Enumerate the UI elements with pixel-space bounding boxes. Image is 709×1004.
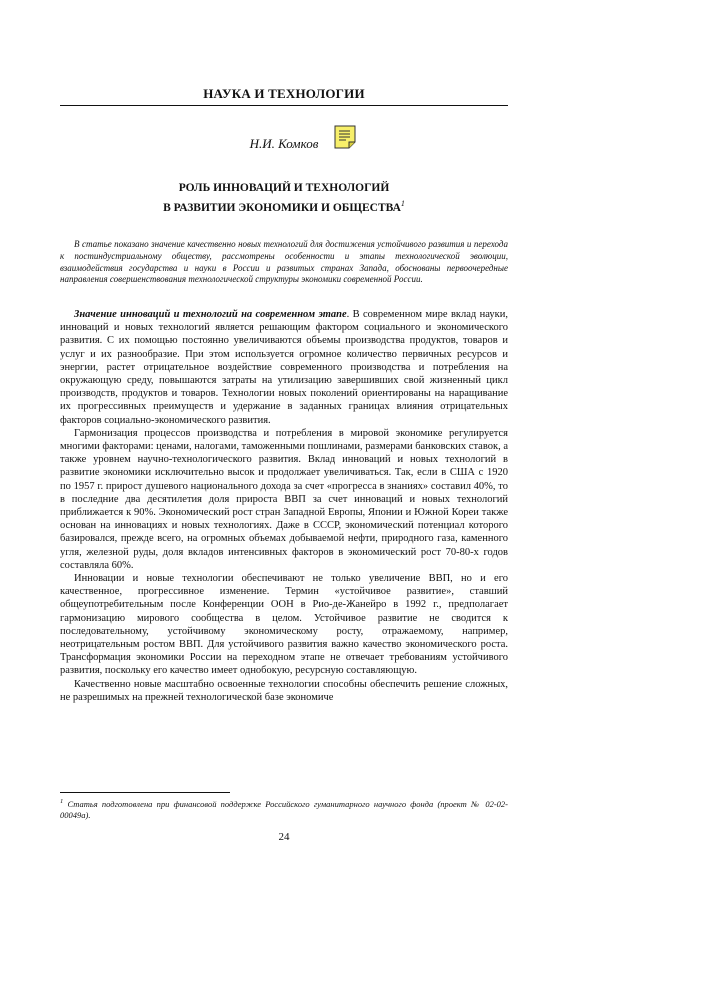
article-title [60, 181, 508, 216]
note-icon[interactable] [334, 125, 356, 149]
paragraph-lead-heading: Значение инноваций и технологий на современном этапе [74, 309, 347, 320]
abstract: В статье показано значение качественно новых технологий для достижения устойчивого развития и перехода к постиндустриальному обществу, рассмотрены особенности и этапы технологической эволюции, взаимодействия государства и науки в России и развитых странах Запада, обоснованы первоочередные направления совершенствования технологической структуры экономики современной России. [60, 239, 508, 285]
body-paragraph-2: Гармонизация процессов производства и потребления в мировой экономике регулируется многими факторами: ценами, налогами, таможенными пошлинами, размерами банковских ставок, а также уровнем научно-технологического развития. Вклад инноваций и новых технологий в развитие экономики исключительно высок и продолжает увеличиваться. Так, если в США с 1920 по 1957 г. прирост душевого национального дохода за счет «прогресса в знаниях» составил 40%, то в последние два десятилетия доля прироста ВВП за счет инноваций и новых технологий приближается к 90%. Экономический рост стран Западной Европы, Японии и Южной Кореи также основан на инновациях и новых технологиях. Даже в СССР, экономический потенциал которого базировался, прежде всего, на огромных объемах добываемой нефти, природного газа, каменного угля, железной руды, доля вкладов интенсивных факторов в экономический рост 70-80-х годов составляла 60%. [60, 427, 508, 571]
section-title: НАУКА И ТЕХНОЛОГИИ [203, 86, 365, 101]
page-number: 24 [278, 831, 290, 843]
article-title-line-1: РОЛЬ ИННОВАЦИЙ И ТЕХНОЛОГИЙ [178, 182, 390, 194]
title-footnote-mark[interactable]: 1 [400, 199, 405, 208]
body-paragraph-3: Инновации и новые технологии обеспечивают не только увеличение ВВП, но и его качественное, прогрессивное изменение. Термин «устойчивое развитие», ставший общеупотребительным после Конференции ООН в Рио-де-Жанейро в 1992 г., предполагает гармонизацию мирового сообщества в целом. Устойчивое развитие не сводится к последовательному, устойчивому экономическому росту, отражаемому, например, неотрицательным ростом ВВП. Для устойчивого развития важно качество экономического роста. Трансформация экономики России на переходном этапе не отвечает требованиям устойчивого развития, поскольку его качество имеет однобокую, ресурсную составляющую. [60, 573, 508, 677]
section-rule [60, 105, 508, 106]
footnote-rule [60, 792, 230, 793]
footnote [60, 796, 508, 821]
author-name: Н.И. Комков [249, 136, 319, 151]
footnote-mark: 1 [60, 798, 64, 805]
article-body [60, 308, 508, 704]
body-paragraph-1-text: . В современном мире вклад науки, инноваций и новых технологий является решающим фактором социального и экономического развития. С их помощью постоянно увеличиваются объемы производства продуктов, товаров и услуг и их разнообразие. При этом используется огромное количество первичных ресурсов и энергии, растет отрицательное воздействие современного производства и потребления на окружающую среду, повышаются затраты на утилизацию завершивших свой жизненный цикл производств, продуктов и товаров. Технологии новых поколений ориентированы на наращивание их прогрессивных преимуществ и удержание в заданных границах влияния отрицательных факторов социально-экономического развития. [60, 309, 508, 426]
article-title-line-2-text: В РАЗВИТИИ ЭКОНОМИКИ И ОБЩЕСТВА [163, 201, 401, 214]
footnote-text: Статья подготовлена при финансовой поддержке Российского гуманитарного научного фонда (проект № 02-02-00049а). [60, 798, 508, 820]
article-title-line-2 [60, 196, 508, 216]
body-paragraph-1 [60, 308, 508, 427]
body-paragraph-4: Качественно новые масштабно освоенные технологии способны обеспечить решение сложных, не разрешимых на прежней технологической базе экономиче [60, 678, 508, 703]
